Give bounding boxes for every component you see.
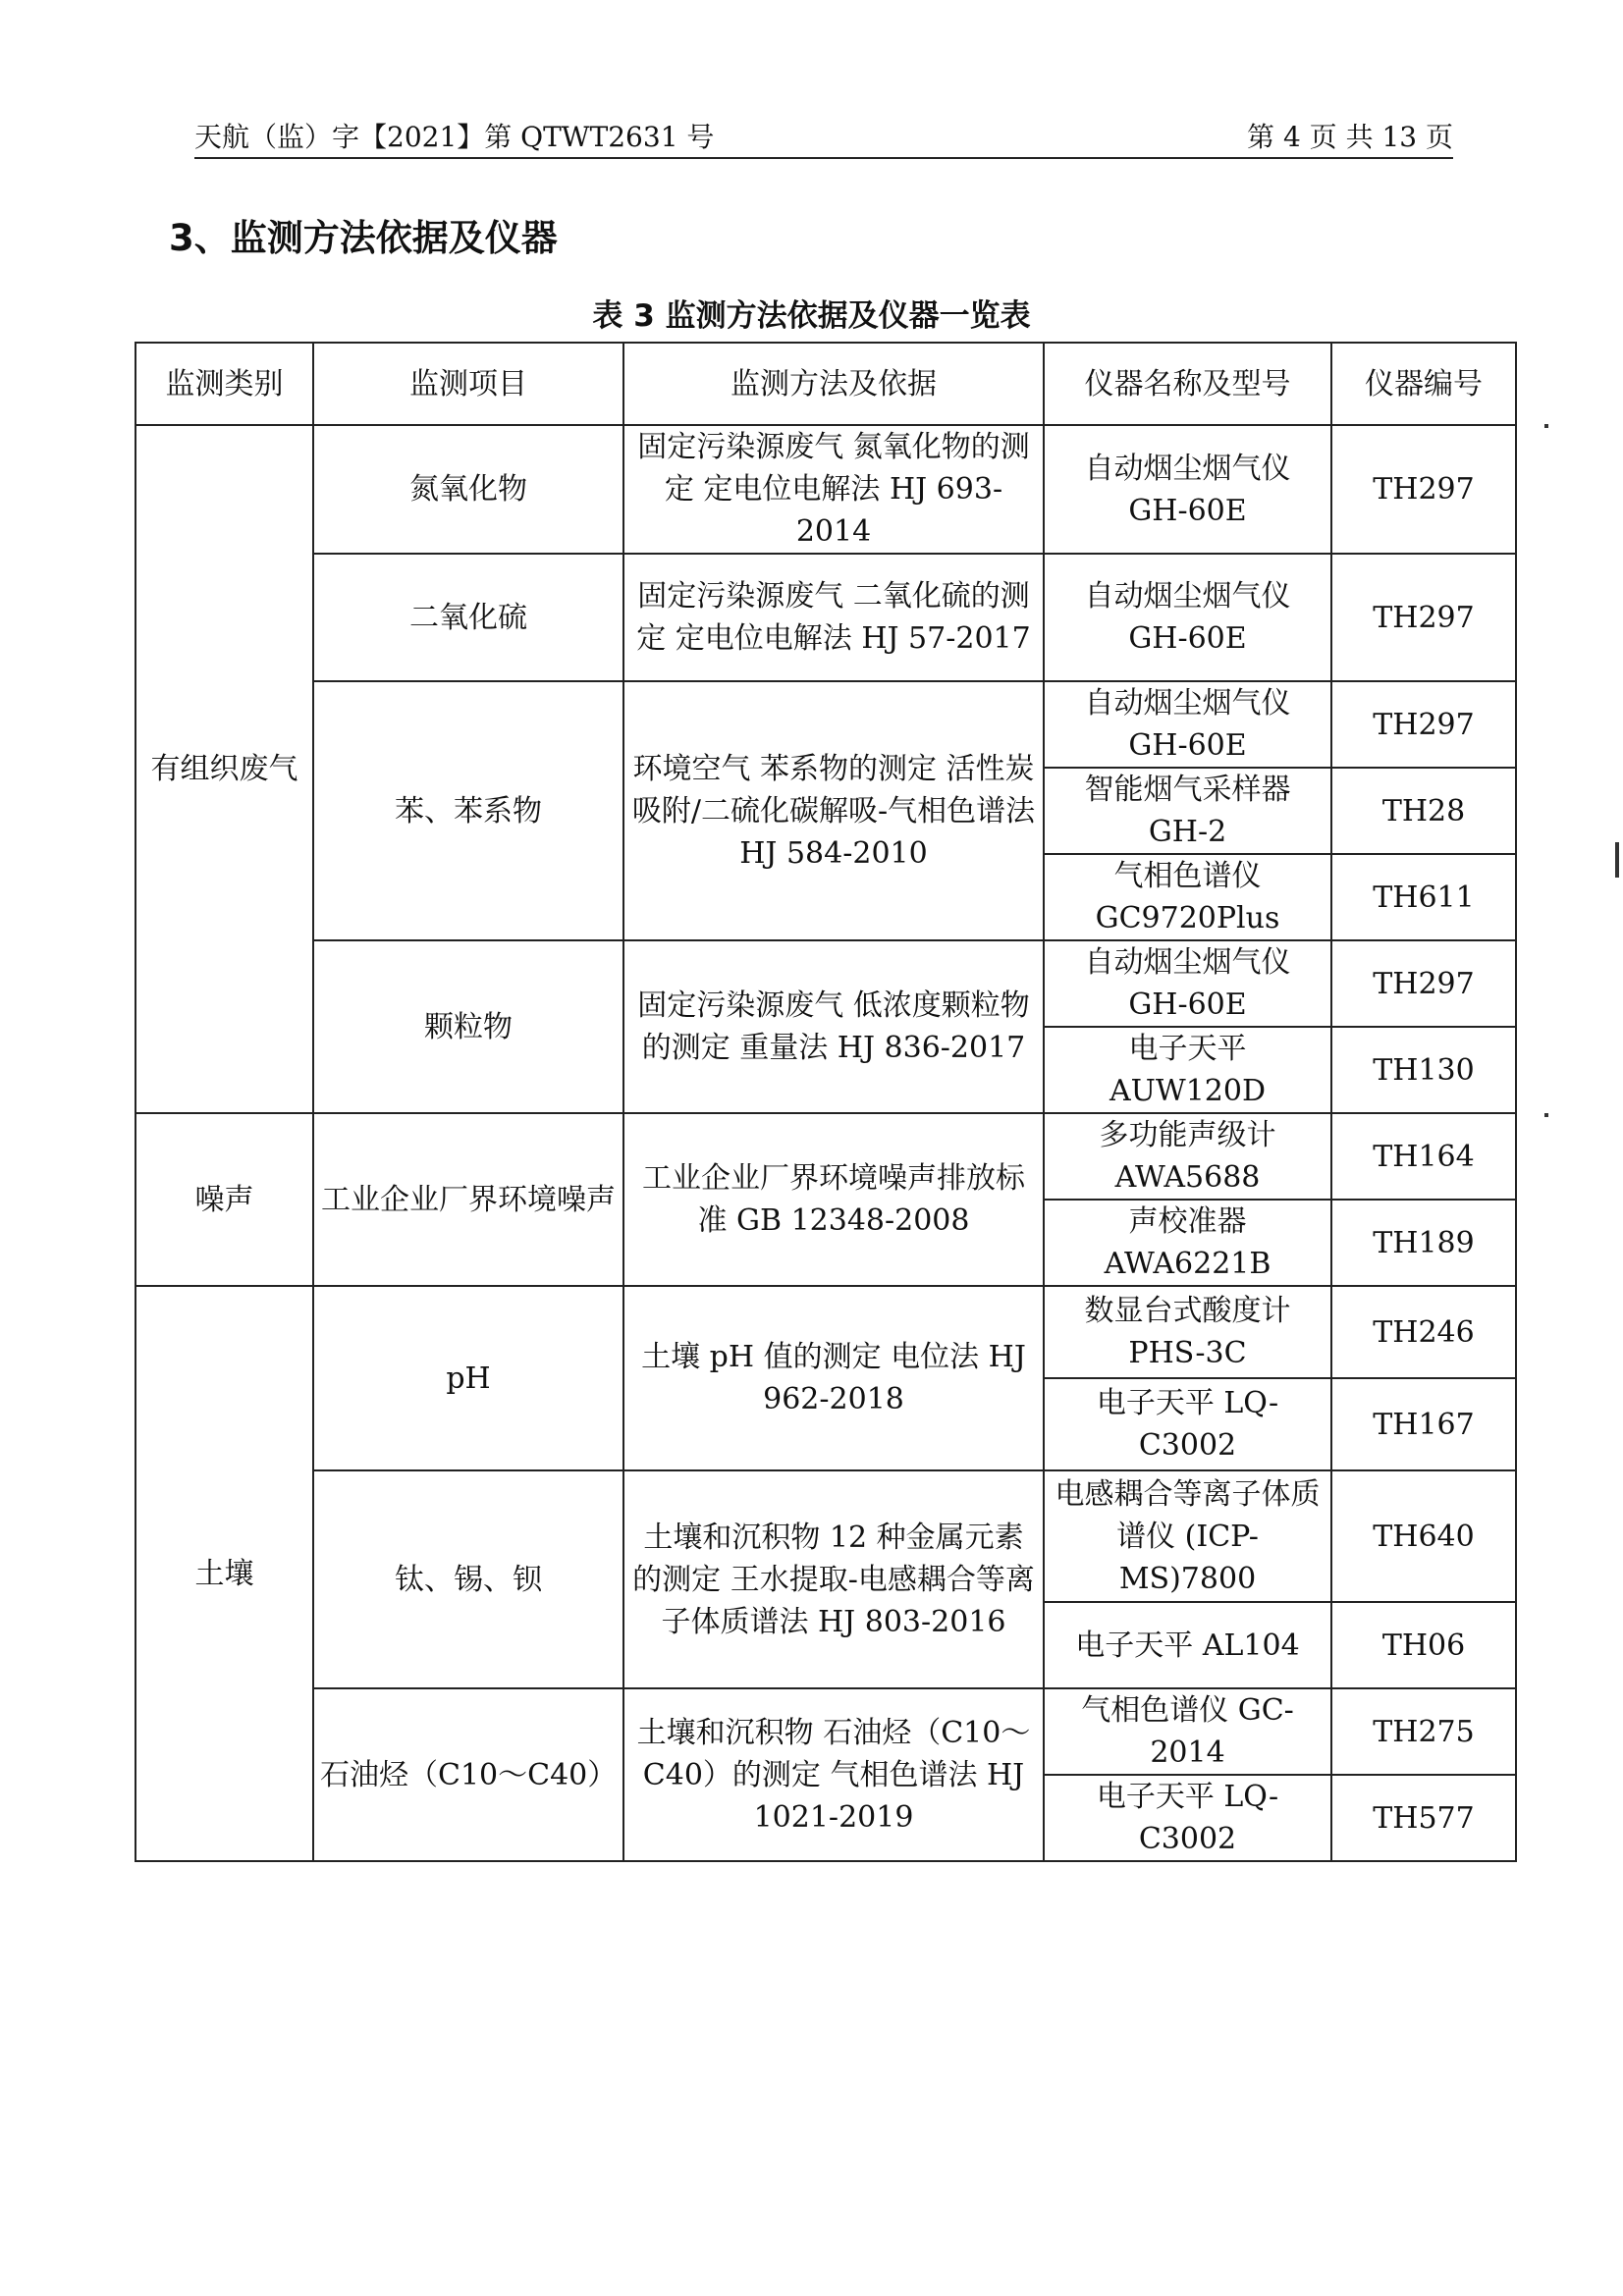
table-row <box>135 1113 1516 1200</box>
table-row <box>135 1688 1516 1775</box>
method-cell: 固定污染源废气 二氧化硫的测定 定电位电解法 HJ 57-2017 <box>623 554 1044 681</box>
instrument-name-cell: 电感耦合等离子体质谱仪 (ICP-MS)7800 <box>1044 1470 1331 1602</box>
instrument-id-cell: TH275 <box>1331 1688 1516 1775</box>
method-cell: 工业企业厂界环境噪声排放标准 GB 12348-2008 <box>623 1113 1044 1286</box>
column-header: 监测方法及依据 <box>623 343 1044 425</box>
column-header: 仪器名称及型号 <box>1044 343 1331 425</box>
instrument-name-cell: 气相色谱仪 GC-2014 <box>1044 1688 1331 1775</box>
item-cell: 石油烃（C10～C40） <box>313 1688 623 1861</box>
monitoring-methods-table <box>135 342 1517 1862</box>
scan-artifact <box>1615 842 1619 878</box>
table-row <box>135 554 1516 681</box>
instrument-name-cell: 电子天平 LQ-C3002 <box>1044 1378 1331 1470</box>
category-cell: 噪声 <box>135 1113 313 1286</box>
column-header: 监测类别 <box>135 343 313 425</box>
header-divider <box>194 157 1453 159</box>
section-title: 3、监测方法依据及仪器 <box>169 217 558 259</box>
category-cell: 土壤 <box>135 1286 313 1861</box>
instrument-name-cell: 电子天平 LQ-C3002 <box>1044 1775 1331 1861</box>
instrument-id-cell: TH640 <box>1331 1470 1516 1602</box>
method-cell: 固定污染源废气 低浓度颗粒物的测定 重量法 HJ 836-2017 <box>623 940 1044 1113</box>
item-cell: 工业企业厂界环境噪声 <box>313 1113 623 1286</box>
item-cell: 苯、苯系物 <box>313 681 623 940</box>
instrument-id-cell: TH297 <box>1331 554 1516 681</box>
item-cell: pH <box>313 1286 623 1470</box>
instrument-name-cell: 自动烟尘烟气仪 GH-60E <box>1044 425 1331 554</box>
column-header: 监测项目 <box>313 343 623 425</box>
item-cell: 钛、锡、钡 <box>313 1470 623 1688</box>
instrument-id-cell: TH130 <box>1331 1027 1516 1113</box>
item-cell: 二氧化硫 <box>313 554 623 681</box>
table-header-row <box>135 343 1516 425</box>
page-header <box>194 116 1453 155</box>
instrument-id-cell: TH297 <box>1331 681 1516 768</box>
instrument-id-cell: TH577 <box>1331 1775 1516 1861</box>
instrument-name-cell: 自动烟尘烟气仪 GH-60E <box>1044 554 1331 681</box>
table-row <box>135 1470 1516 1602</box>
instrument-name-cell: 自动烟尘烟气仪 GH-60E <box>1044 940 1331 1027</box>
table-row <box>135 681 1516 768</box>
item-cell: 氮氧化物 <box>313 425 623 554</box>
column-header: 仪器编号 <box>1331 343 1516 425</box>
instrument-id-cell: TH297 <box>1331 425 1516 554</box>
instrument-name-cell: 气相色谱仪 GC9720Plus <box>1044 854 1331 940</box>
category-cell: 有组织废气 <box>135 425 313 1113</box>
table-row <box>135 425 1516 554</box>
scan-artifact <box>1544 424 1548 428</box>
instrument-id-cell: TH297 <box>1331 940 1516 1027</box>
method-cell: 土壤和沉积物 石油烃（C10～C40）的测定 气相色谱法 HJ 1021-2019 <box>623 1688 1044 1861</box>
method-cell: 土壤 pH 值的测定 电位法 HJ 962-2018 <box>623 1286 1044 1470</box>
instrument-name-cell: 电子天平 AUW120D <box>1044 1027 1331 1113</box>
instrument-name-cell: 自动烟尘烟气仪 GH-60E <box>1044 681 1331 768</box>
document-number: 天航（监）字【2021】第 QTWT2631 号 <box>194 121 715 153</box>
instrument-name-cell: 声校准器 AWA6221B <box>1044 1200 1331 1286</box>
instrument-id-cell: TH167 <box>1331 1378 1516 1470</box>
table-row <box>135 1286 1516 1378</box>
table-title: 表 3 监测方法依据及仪器一览表 <box>592 298 1031 334</box>
instrument-id-cell: TH189 <box>1331 1200 1516 1286</box>
scan-artifact <box>1544 1113 1548 1117</box>
page-number: 第 4 页 共 13 页 <box>1247 121 1453 153</box>
table-row <box>135 940 1516 1027</box>
instrument-id-cell: TH06 <box>1331 1602 1516 1688</box>
instrument-name-cell: 数显台式酸度计 PHS-3C <box>1044 1286 1331 1378</box>
instrument-id-cell: TH28 <box>1331 768 1516 854</box>
instrument-id-cell: TH164 <box>1331 1113 1516 1200</box>
instrument-name-cell: 多功能声级计 AWA5688 <box>1044 1113 1331 1200</box>
instrument-id-cell: TH246 <box>1331 1286 1516 1378</box>
item-cell: 颗粒物 <box>313 940 623 1113</box>
method-cell: 环境空气 苯系物的测定 活性炭吸附/二硫化碳解吸-气相色谱法 HJ 584-2010 <box>623 681 1044 940</box>
instrument-name-cell: 智能烟气采样器 GH-2 <box>1044 768 1331 854</box>
instrument-id-cell: TH611 <box>1331 854 1516 940</box>
method-cell: 土壤和沉积物 12 种金属元素的测定 王水提取-电感耦合等离子体质谱法 HJ 803-2016 <box>623 1470 1044 1688</box>
method-cell: 固定污染源废气 氮氧化物的测定 定电位电解法 HJ 693-2014 <box>623 425 1044 554</box>
instrument-name-cell: 电子天平 AL104 <box>1044 1602 1331 1688</box>
